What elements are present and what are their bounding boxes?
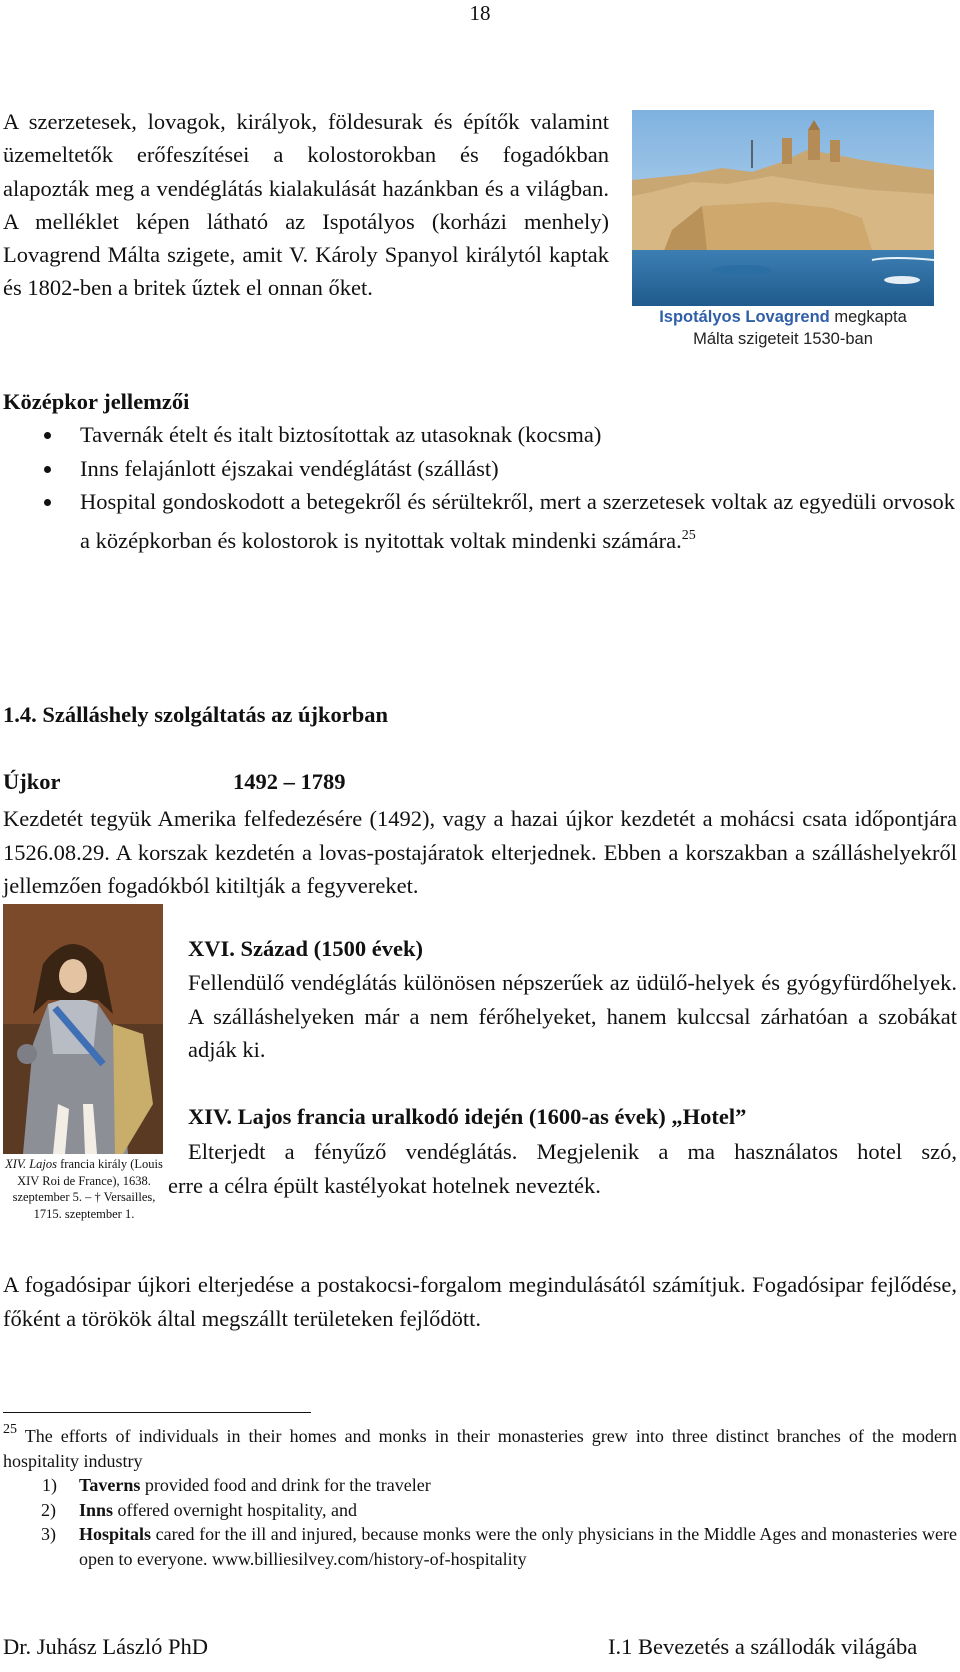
louis-caption-title: XIV. Lajos	[5, 1157, 57, 1171]
malta-fortress-illustration	[632, 110, 934, 306]
footer-author: Dr. Juhász László PhD	[3, 1634, 208, 1659]
footer-chapter: I.1 Bevezetés a szállodák világába	[608, 1634, 918, 1659]
footnote-item-text: offered overnight hospitality, and	[113, 1499, 357, 1520]
footnote-divider	[3, 1412, 311, 1413]
footnote-intro-text: The efforts of individuals in their homes and monks in their monasteries grew into three distinct branches of the modern hospitality industry	[3, 1426, 957, 1471]
footnote-reference[interactable]: 25	[681, 527, 696, 543]
louis-xiv-text-line1: Elterjedt a fényűző vendéglátás. Megjelenik a ma használatos hotel szó,	[188, 1139, 957, 1164]
footnote-item-term: Inns	[79, 1499, 114, 1520]
bullet-item	[0, 452, 960, 486]
malta-caption-text: megkapta	[829, 308, 907, 326]
footnote-item	[3, 1498, 957, 1523]
malta-caption-highlight: Ispotályos Lovagrend	[659, 308, 830, 326]
louis-caption-text: francia király (Louis XIV Roi de France), 1638. szeptember 5. – † Versailles, 1715. szeptember 1.	[12, 1157, 163, 1221]
footnote-item-number: 3)	[41, 1524, 56, 1544]
louis-xiv-heading: XIV. Lajos francia uralkodó idején (1600-as évek) „Hotel”	[188, 1104, 747, 1129]
footnote-list	[3, 1473, 957, 1571]
malta-fortress-image	[632, 110, 934, 352]
bullet-item	[0, 418, 960, 452]
xvi-century-paragraph: Fellendülő vendéglátás különösen népszerűek az üdülő-helyek és gyógyfürdőhelyek. A szálláshelyeken már a nem férőhelyeket, hanem kulccsal zárhatóan a szobákat adják ki.	[188, 970, 957, 1063]
louis-xiv-text-line2: erre a célra épült kastélyokat hotelnek nevezték.	[168, 1172, 601, 1198]
era-paragraph: Kezdetét tegyük Amerika felfedezésére (1492), vagy a hazai újkor kezdetét a mohácsi csata időpontjára 1526.08.29. A korszak kezdetén a lovas-postajáratok elterjednek. Ebben a korszakban a szálláshelyekről jellemzően fogadókból kitiltják a fegyvereket.	[3, 806, 957, 898]
bullet-icon	[44, 432, 51, 439]
footnote-intro	[3, 1418, 957, 1473]
louis-xiv-illustration	[3, 904, 163, 1154]
middle-ages-heading: Középkor jellemzői	[3, 389, 190, 414]
footnote-item	[3, 1522, 957, 1571]
louis-xiv-portrait	[3, 904, 163, 1264]
bullet-text: Inns felajánlott éjszakai vendéglátást (szállást)	[80, 455, 499, 481]
bullet-item	[0, 485, 960, 557]
section-heading: 1.4. Szálláshely szolgáltatás az újkorban	[3, 702, 389, 727]
footnote	[3, 1418, 957, 1571]
footnote-marker: 25	[3, 1422, 17, 1437]
era-years: 1492 – 1789	[233, 769, 346, 794]
footnote-item-text: cared for the ill and injured, because monks were the only physicians in the Middle Ages and monasteries were open to everyone. www.billiesilvey.com/history-of-hospitality	[79, 1524, 957, 1569]
bullet-text: Hospital gondoskodott a betegekről és sérültekről, mert a szerzetesek voltak az egyedüli orvosok a középkorban és kolostorok is nyitottak voltak mindenki számára.	[80, 489, 955, 553]
closing-paragraph: A fogadósipar újkori elterjedése a postakocsi-forgalom megindulásától számítjuk. Fogadósipar fejlődése, főként a törökök által megszállt területeken fejlődött.	[3, 1272, 957, 1331]
middle-ages-bullets	[0, 418, 960, 557]
era-label: Újkor	[3, 769, 61, 794]
bullet-icon	[44, 499, 51, 506]
bullet-icon	[44, 466, 51, 473]
footnote-item-text: provided food and drink for the traveler	[140, 1475, 431, 1495]
footnote-item-term: Taverns	[79, 1475, 141, 1495]
louis-xiv-paragraph	[168, 1135, 957, 1202]
bullet-text: Tavernák ételt és italt biztosítottak az utasoknak (kocsma)	[80, 422, 602, 447]
footnote-item-number: 1)	[42, 1475, 57, 1495]
malta-image-caption	[632, 306, 934, 352]
era-row	[3, 767, 346, 797]
malta-caption-line2: Málta szigeteit 1530-ban	[693, 330, 873, 348]
xvi-century-heading: XVI. Század (1500 évek)	[188, 936, 423, 961]
intro-paragraph: A szerzetesek, lovagok, királyok, földesurak és építők valamint üzemeltetők erőfeszítései a kolostorokban és fogadókban alapozták meg a vendéglátás kialakulását hazánkban és a világban. A melléklet képen látható az Ispotályos (korházi menhely) Lovagrend Málta szigete, amit V. Károly Spanyol királytól kaptak és 1802-ben a britek űztek el onnan őket.	[3, 109, 609, 301]
page-number: 18	[469, 1, 491, 25]
footnote-item-number: 2)	[41, 1499, 56, 1520]
louis-xiv-caption	[5, 1156, 163, 1222]
footnote-item	[3, 1473, 957, 1498]
footnote-item-term: Hospitals	[79, 1524, 152, 1544]
